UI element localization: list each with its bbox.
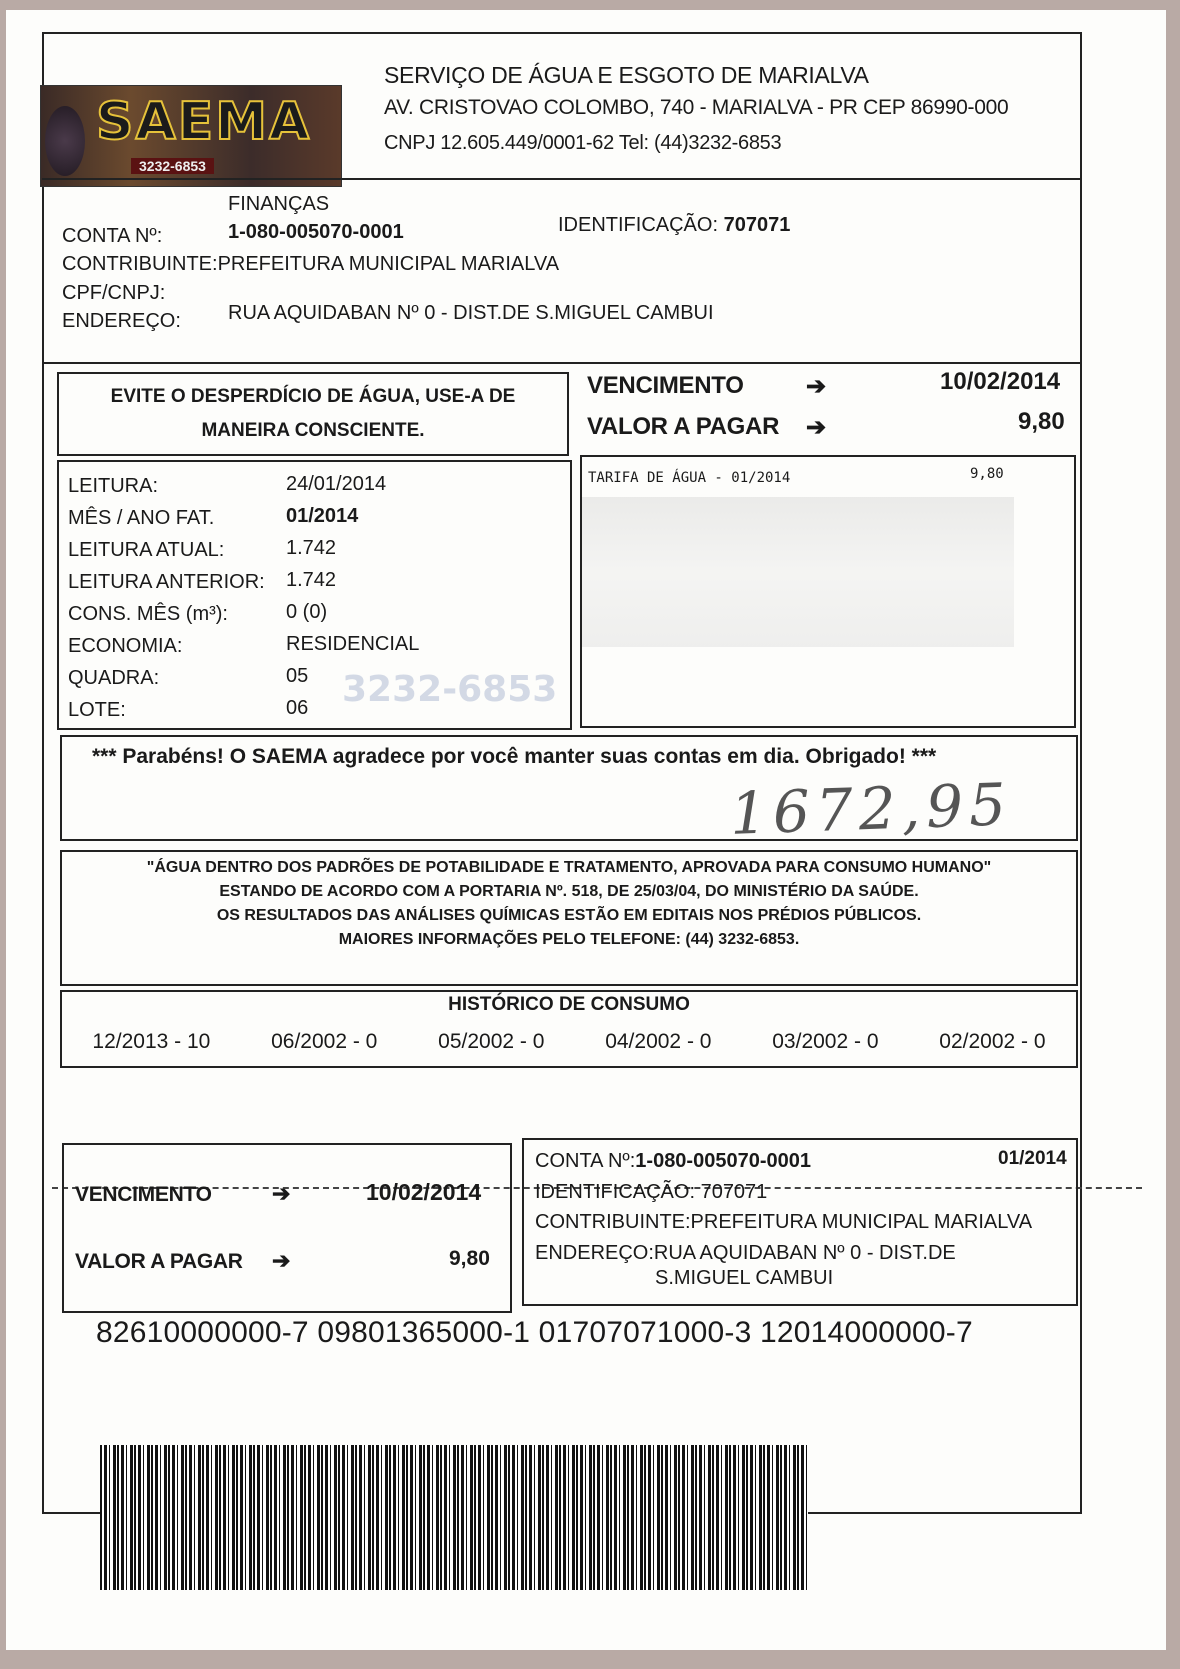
history-item: 06/2002 - 0: [271, 1030, 378, 1053]
cpf-label: CPF/CNPJ:: [62, 282, 166, 304]
handwritten-note: 1672,95: [728, 770, 1013, 848]
contrib-value: PREFEITURA MUNICIPAL MARIALVA: [217, 253, 560, 275]
history-box: [60, 990, 1078, 1068]
org-cnpj-tel: CNPJ 12.605.449/0001-62 Tel: (44)3232-6853: [384, 132, 782, 154]
reading-value: 24/01/2014: [286, 473, 387, 495]
reading-values: [286, 468, 419, 724]
reading-value: 06: [286, 697, 309, 719]
stub-ident: IDENTIFICAÇÃO: 707071: [535, 1181, 768, 1203]
reading-label: MÊS / ANO FAT.: [68, 507, 215, 529]
logo-phone: 3232-6853: [131, 158, 214, 174]
conta-label: CONTA Nº:: [62, 225, 163, 247]
barcode-digits: 82610000000-7 09801365000-1 01707071000-3 12014000000-7: [96, 1316, 973, 1349]
org-address: AV. CRISTOVAO COLOMBO, 740 - MARIALVA - PR CEP 86990-000: [384, 96, 1009, 119]
quality-line: ESTANDO DE ACORDO COM A PORTARIA Nº. 518, DE 25/03/04, DO MINISTÉRIO DA SAÚDE.: [219, 883, 919, 900]
stub-valor-value: 9,80: [449, 1247, 490, 1270]
reading-labels: [68, 470, 265, 726]
stub-endereco: ENDEREÇO:RUA AQUIDABAN Nº 0 - DIST.DE: [535, 1242, 956, 1264]
stub-vencimento-value: 10/02/2014: [366, 1179, 482, 1205]
history-item: 12/2013 - 10: [92, 1030, 211, 1053]
barcode: [100, 1445, 808, 1590]
reading-value: 0 (0): [286, 601, 328, 623]
charge-amount: 9,80: [970, 466, 1004, 482]
reading-label: LEITURA ATUAL:: [68, 539, 225, 561]
reading-label: LOTE:: [68, 699, 126, 721]
conta-value: 1-080-005070-0001: [228, 221, 404, 243]
stub-conta: [535, 1150, 811, 1173]
divider: [42, 178, 1082, 180]
history-list: [62, 1030, 1076, 1054]
history-item: 03/2002 - 0: [772, 1030, 879, 1053]
stub-conta-value: 1-080-005070-0001: [635, 1150, 811, 1172]
stub-contrib: CONTRIBUINTE:PREFEITURA MUNICIPAL MARIALVA: [535, 1211, 1033, 1233]
endereco-value: RUA AQUIDABAN Nº 0 - DIST.DE S.MIGUEL CAMBUI: [228, 302, 714, 324]
quality-line: MAIORES INFORMAÇÕES PELO TELEFONE: (44) 3232-6853.: [338, 931, 800, 948]
reading-value: 1.742: [286, 569, 337, 591]
reading-value: 1.742: [286, 537, 337, 559]
saema-logo: [40, 85, 342, 187]
vencimento-value: 10/02/2014: [940, 368, 1061, 395]
identificacao: [558, 214, 790, 237]
department: FINANÇAS: [228, 193, 330, 215]
logo-text: SAEMA: [96, 92, 312, 152]
reading-label: LEITURA ANTERIOR:: [68, 571, 265, 593]
arrow-right-icon: ➔: [272, 1181, 291, 1206]
reading-value: RESIDENCIAL: [286, 633, 420, 655]
quality-line: "ÁGUA DENTRO DOS PADRÕES DE POTABILIDADE E TRATAMENTO, APROVADA PARA CONSUMO HUMANO": [146, 859, 992, 876]
reading-label: QUADRA:: [68, 667, 160, 689]
history-item: 02/2002 - 0: [939, 1030, 1046, 1053]
ident-value: 707071: [723, 214, 791, 236]
quality-notice: [60, 850, 1078, 986]
valor-label: VALOR A PAGAR: [587, 413, 780, 440]
stub-valor-label: VALOR A PAGAR: [75, 1250, 243, 1273]
reading-label: LEITURA:: [68, 475, 159, 497]
watermark-phone: 3232-6853: [342, 669, 558, 710]
ident-label: IDENTIFICAÇÃO:: [558, 214, 719, 236]
quality-line: OS RESULTADOS DAS ANÁLISES QUÍMICAS ESTÃO EM EDITAIS NOS PRÉDIOS PÚBLICOS.: [216, 907, 922, 924]
notice-line1: EVITE O DESPERDÍCIO DE ÁGUA, USE-A DE: [110, 386, 516, 407]
history-item: 05/2002 - 0: [438, 1030, 545, 1053]
stub-period: 01/2014: [998, 1148, 1067, 1169]
stub-endereco-cont: S.MIGUEL CAMBUI: [655, 1267, 834, 1289]
history-title: HISTÓRICO DE CONSUMO: [448, 994, 690, 1015]
vencimento-label: VENCIMENTO: [587, 372, 744, 399]
reading-label: ECONOMIA:: [68, 635, 183, 657]
divider: [42, 362, 1082, 364]
valor-value: 9,80: [1018, 408, 1065, 435]
arrow-right-icon: ➔: [806, 373, 827, 400]
contribuinte: [62, 253, 559, 276]
stub-conta-label: CONTA Nº:: [535, 1150, 636, 1172]
charge-item: TARIFA DE ÁGUA - 01/2014: [588, 470, 791, 486]
reading-label: CONS. MÊS (m³):: [68, 603, 228, 625]
notice-line2: MANEIRA CONSCIENTE.: [201, 420, 425, 441]
org-name: SERVIÇO DE ÁGUA E ESGOTO DE MARIALVA: [384, 62, 869, 88]
charges-box: [580, 455, 1076, 728]
history-item: 04/2002 - 0: [605, 1030, 712, 1053]
arrow-right-icon: ➔: [806, 414, 827, 441]
grapes-icon: [45, 106, 85, 176]
stub-due-box: [62, 1143, 512, 1313]
stub-vencimento-label: VENCIMENTO: [75, 1183, 212, 1206]
thanks-message: *** Parabéns! O SAEMA agradece por você manter suas contas em dia. Obrigado! ***: [92, 745, 937, 768]
watermark-image: [582, 497, 1014, 647]
arrow-right-icon: ➔: [272, 1248, 291, 1273]
conservation-notice: [57, 372, 569, 456]
reading-value: 05: [286, 665, 309, 687]
contrib-label: CONTRIBUINTE:: [62, 253, 218, 275]
endereco-label: ENDEREÇO:: [62, 310, 181, 332]
reading-value: 01/2014: [286, 505, 359, 527]
